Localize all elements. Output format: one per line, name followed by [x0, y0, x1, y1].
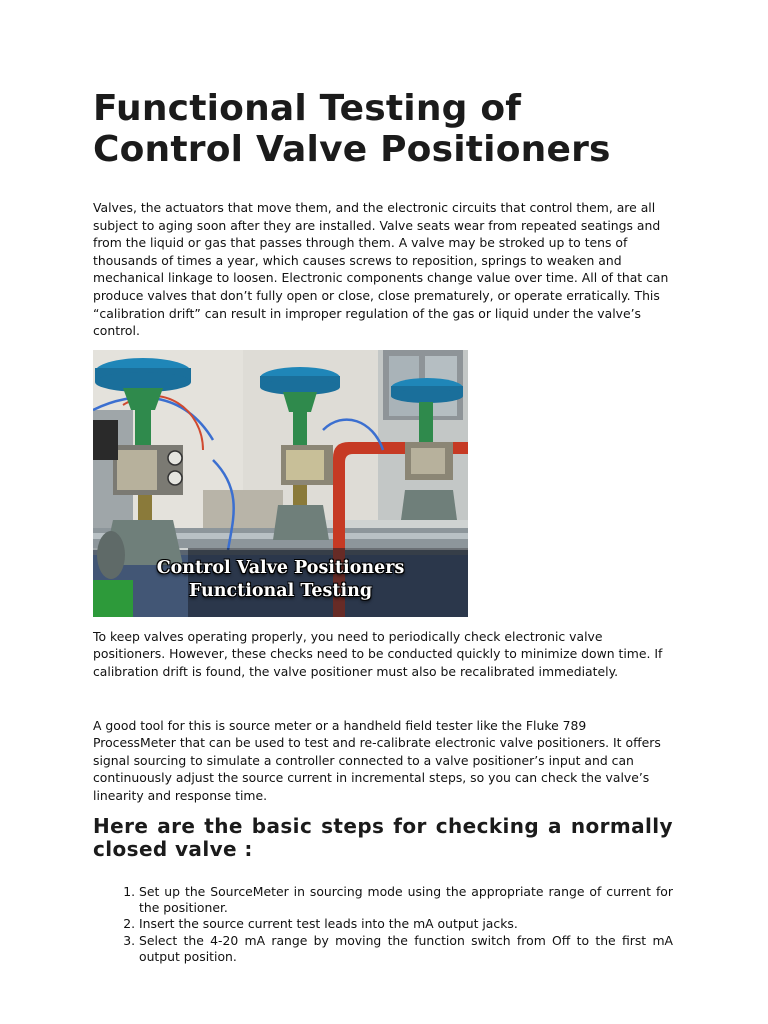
valve-positioners-photo [93, 350, 468, 617]
list-item: 2. Insert the source current test leads into the mA output jacks. [139, 916, 673, 932]
list-item: 1. Set up the SourceMeter in sourcing mode using the appropriate range of current for the positioner. [139, 884, 673, 917]
steps-heading: Here are the basic steps for checking a normally closed valve : [93, 813, 673, 861]
caption-line-2: Functional Testing [188, 580, 373, 601]
maintenance-paragraph: To keep valves operating properly, you need to periodically check electronic valve positioners. However, these checks need to be conducted quickly to minimize down time. If calibration drift is found, the valve positioner must also be recalibrated immediately. [93, 628, 663, 679]
intro-paragraph: Valves, the actuators that move them, and the electronic circuits that control them, are all subject to aging soon after they are installed. Valve seats wear from repeated seatings and from the liquid or gas that passes through them. A valve may be stroked up to tens of thousands of times a year, which causes screws to reposition, springs to weaken and mechanical linkage to loosen. Electronic components change value over time. All of that can produce valves that don’t fully open or close, close prematurely, or operate erratically. This “calibration drift” can result in improper regulation of the gas or liquid under the valve’s control. [93, 200, 669, 339]
tool-paragraph: A good tool for this is source meter or a handheld field tester like the Fluke 789 ProcessMeter that can be used to test and re-calibrate electronic valve positioners. It offers signal sourcing to simulate a controller connected to a valve positioner’s input and can continuously adjust the source current in incremental steps, so you can check the valve’s linearity and response time. [93, 717, 661, 803]
document-page [93, 88, 673, 966]
caption-line-1: Control Valve Positioners [156, 557, 405, 578]
page-title: Functional Testing of Control Valve Positioners [93, 88, 611, 170]
list-item: 3. Select the 4-20 mA range by moving the function switch from Off to the first mA output position. [139, 933, 673, 966]
photo-caption [93, 557, 468, 603]
steps-list [93, 884, 673, 966]
